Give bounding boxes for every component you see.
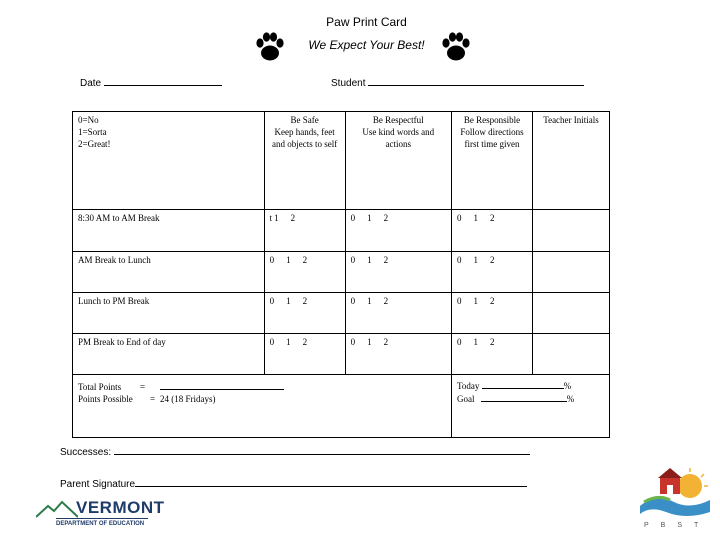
- score-option[interactable]: 0: [269, 337, 275, 347]
- score-option[interactable]: 2: [383, 337, 389, 347]
- column-header-responsible: [452, 112, 533, 210]
- score-cell-responsible: [452, 210, 533, 252]
- successes-input[interactable]: [114, 445, 530, 455]
- row-label: 8:30 AM to AM Break: [73, 210, 265, 252]
- successes-field: [60, 445, 530, 458]
- score-option[interactable]: 1: [367, 296, 372, 306]
- score-option[interactable]: 1: [367, 213, 372, 223]
- score-option[interactable]: 0: [457, 213, 462, 223]
- score-option[interactable]: 2: [490, 337, 495, 347]
- column-header-teacher-initials: [533, 112, 610, 210]
- score-option[interactable]: 0: [350, 213, 356, 223]
- score-option[interactable]: 2: [383, 255, 389, 265]
- score-option[interactable]: t: [269, 213, 273, 223]
- column-header-safe: [264, 112, 345, 210]
- row-label: PM Break to End of day: [73, 334, 265, 375]
- score-option[interactable]: 0: [269, 296, 275, 306]
- paw-print-icon: [252, 29, 288, 65]
- card-subtitle: We Expect Your Best!: [308, 38, 425, 52]
- score-cell-responsible: [452, 293, 533, 334]
- teacher-initials-cell[interactable]: [533, 210, 610, 252]
- score-option[interactable]: 2: [490, 213, 495, 223]
- points-cell: [73, 375, 452, 438]
- row-label: AM Break to Lunch: [73, 252, 265, 293]
- score-cell-safe: [264, 252, 345, 293]
- score-option[interactable]: 0: [350, 255, 356, 265]
- score-option[interactable]: 2: [302, 255, 308, 265]
- total-points-input[interactable]: [160, 379, 284, 390]
- column-title: Be Respectful: [372, 115, 424, 125]
- goal-input[interactable]: [481, 392, 567, 402]
- logo-divider: [56, 518, 148, 519]
- student-field: [331, 76, 584, 89]
- score-option[interactable]: 1: [367, 255, 372, 265]
- column-header-respectful: [345, 112, 451, 210]
- score-cell-respectful: [345, 210, 451, 252]
- score-option[interactable]: 1: [473, 255, 478, 265]
- table-row: [73, 252, 610, 293]
- legend-item: 2=Great!: [78, 139, 111, 149]
- pbis-logo: [636, 462, 714, 536]
- score-option[interactable]: 2: [290, 213, 296, 223]
- totals-row: [73, 375, 610, 438]
- score-option[interactable]: 0: [269, 255, 275, 265]
- student-input[interactable]: [368, 76, 584, 86]
- score-cell-respectful: [345, 293, 451, 334]
- pbis-letter: B: [660, 522, 666, 529]
- score-option[interactable]: 2: [302, 337, 308, 347]
- logo-sub-text: DEPARTMENT OF EDUCATION: [56, 521, 145, 527]
- parent-signature-field: [60, 477, 527, 490]
- score-cell-respectful: [345, 252, 451, 293]
- teacher-initials-cell[interactable]: [533, 293, 610, 334]
- score-option[interactable]: 2: [302, 296, 308, 306]
- date-field: [80, 76, 222, 89]
- equals-sign: =: [150, 394, 156, 404]
- score-option[interactable]: 2: [490, 296, 495, 306]
- score-option[interactable]: 1: [473, 296, 478, 306]
- score-option[interactable]: 1: [286, 296, 291, 306]
- successes-label: Successes:: [60, 447, 112, 458]
- parent-signature-input[interactable]: [135, 477, 527, 487]
- teacher-initials-cell[interactable]: [533, 334, 610, 375]
- score-option[interactable]: 0: [457, 337, 462, 347]
- score-option[interactable]: 0: [457, 296, 462, 306]
- score-option[interactable]: 2: [383, 213, 389, 223]
- table-row: [73, 210, 610, 252]
- score-option[interactable]: 1: [473, 213, 478, 223]
- today-label: Today: [457, 381, 480, 391]
- teacher-initials-cell[interactable]: [533, 252, 610, 293]
- card-title: Paw Print Card: [326, 15, 407, 29]
- score-option[interactable]: 2: [490, 255, 495, 265]
- score-cell-safe: [264, 210, 345, 252]
- legend-cell: [73, 112, 265, 210]
- percent-cell: [452, 375, 610, 438]
- vermont-logo: [36, 498, 165, 532]
- logo-main-text: VERMONT: [76, 498, 165, 517]
- score-option[interactable]: 1: [473, 337, 478, 347]
- points-possible-label: Points Possible: [78, 394, 133, 404]
- pbis-letters: [644, 522, 714, 529]
- legend-item: 1=Sorta: [78, 127, 107, 137]
- pbis-letter: P: [644, 522, 649, 529]
- column-title: Be Responsible: [463, 115, 521, 125]
- mountain-icon: [36, 500, 78, 518]
- percent-sign: %: [563, 381, 572, 391]
- total-points-label: Total Points: [78, 382, 122, 392]
- percent-sign: %: [566, 394, 575, 404]
- score-cell-responsible: [452, 334, 533, 375]
- score-option[interactable]: 1: [286, 337, 291, 347]
- column-desc: Keep hands, feet and objects to self: [271, 127, 338, 149]
- paw-print-icon: [438, 29, 474, 65]
- score-cell-responsible: [452, 252, 533, 293]
- score-option[interactable]: 1: [367, 337, 372, 347]
- column-desc: Follow directions first time given: [460, 127, 524, 149]
- table-row: [73, 334, 610, 375]
- table-row: [73, 293, 610, 334]
- date-input[interactable]: [104, 76, 222, 86]
- goal-label: Goal: [457, 394, 475, 404]
- today-input[interactable]: [482, 379, 564, 389]
- pbis-letter: S: [677, 522, 683, 529]
- column-title: Be Safe: [290, 115, 319, 125]
- points-possible-value: 24 (18 Fridays): [160, 394, 216, 404]
- score-cell-safe: [264, 334, 345, 375]
- score-option[interactable]: 2: [383, 296, 389, 306]
- score-option[interactable]: 0: [350, 337, 356, 347]
- legend-item: 0=No: [78, 115, 99, 125]
- parent-signature-label: Parent Signature: [60, 479, 136, 490]
- score-cell-respectful: [345, 334, 451, 375]
- behavior-grid: [72, 111, 610, 438]
- row-label: Lunch to PM Break: [73, 293, 265, 334]
- column-desc: Use kind words and actions: [362, 127, 435, 149]
- date-label: Date: [80, 78, 102, 89]
- score-option[interactable]: 0: [350, 296, 356, 306]
- column-title: Teacher Initials: [543, 115, 599, 125]
- score-option[interactable]: 1: [274, 213, 279, 223]
- score-option[interactable]: 0: [457, 255, 462, 265]
- score-cell-safe: [264, 293, 345, 334]
- equals-sign: =: [140, 382, 146, 392]
- score-option[interactable]: 1: [286, 255, 291, 265]
- student-label: Student: [331, 78, 366, 89]
- pbis-letter: T: [694, 522, 699, 529]
- header-row: [73, 112, 610, 210]
- schoolhouse-sun-icon: [636, 462, 714, 522]
